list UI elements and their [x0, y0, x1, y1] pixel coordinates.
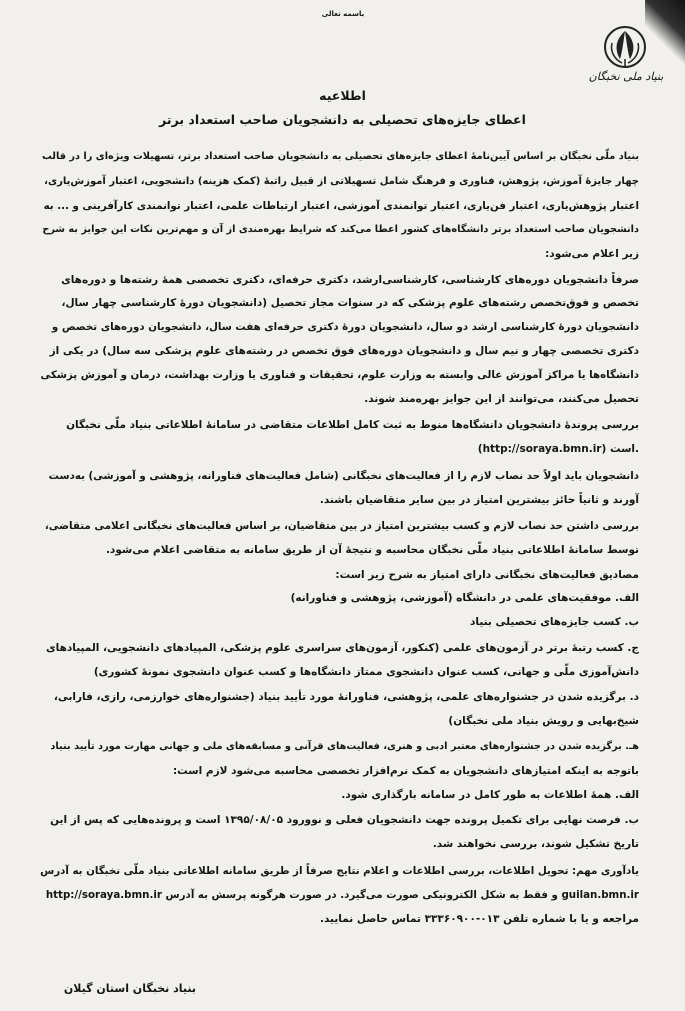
notice-subtitle: اعطای جایزه‌های تحصیلی به دانشجویان صاحب استعداد برتر: [159, 112, 526, 127]
logo-text: بنیاد ملی نخبگان: [588, 70, 664, 83]
body-line: دانشجویان دورهٔ کارشناسی ارشد دو سال، دانشجویان دورهٔ دکتری حرفه‌ای هفت سال، دانشجویان دوره‌های تخصص و: [51, 321, 639, 333]
top-label: باسمه تعالی: [321, 10, 365, 18]
body-line: زیر اعلام می‌شود:: [545, 248, 639, 260]
body-line: بررسی پروندهٔ دانشجویان دانشگاه‌ها منوط به ثبت کامل اطلاعات متقاضی در سامانهٔ اطلاعاتی بنیاد ملّی نخبگان: [66, 419, 639, 431]
body-line: دانشجویان باید اولاً حد نصاب لازم را از فعالیت‌های نخبگانی (شامل فعالیت‌های فناورانه، پژوهشی و آموزشی) به‌دست: [48, 470, 639, 482]
body-line: مصادیق فعالیت‌های نخبگانی دارای امتیاز به شرح زیر است:: [335, 569, 639, 581]
body-line: ب. فرصت نهایی برای تکمیل پرونده جهت دانشجویان فعلی و نوورود ۱۳۹۵/۰۸/۰۵ است و پرونده‌هایی که پس از این: [50, 814, 639, 826]
notice-title: اطلاعیه: [319, 88, 366, 103]
body-line: الف. موفقیت‌های علمی در دانشگاه (آموزشی، پژوهشی و فناورانه): [290, 592, 639, 604]
body-line: ب. کسب جایزه‌های تحصیلی بنیاد: [470, 616, 639, 628]
body-line: تخصص و فوق‌تخصص رشته‌های علوم پزشکی که در سنوات مجاز تحصیل (دانشجویان دورهٔ کارشناسی چهار سال،: [61, 297, 639, 309]
body-line: باتوجه به اینکه امتیازهای دانشجویان به کمک نرم‌افزار تخصصی محاسبه می‌شود لازم است:: [172, 765, 639, 777]
body-line: دانشگاه‌ها یا مراکز آموزش عالی وابسته به وزارت علوم، تحقیقات و فناوری یا وزارت بهداشت، درمان و آموزش پزشکی: [40, 369, 639, 381]
body-line: بررسی داشتن حد نصاب لازم و کسب بیشترین امتیاز در بین متقاضیان، بر اساس فعالیت‌های نخبگانی اعلامی متقاضی،: [44, 520, 639, 532]
body-line: مراجعه و یا با شماره تلفن ۰۱۳-۳۳۳۶۰۹۰۰ تماس حاصل نمایید.: [319, 913, 639, 925]
signature: بنیاد نخبگان استان گیلان: [63, 982, 196, 995]
body-line: (http://soraya.bmn.ir) است.: [477, 443, 639, 455]
body-line: دانشجویان صاحب استعداد برتر دانشگاه‌های کشور اعطا می‌کند که شرایط بهره‌مندی از آن و مهم‌ترین نکات این جوایز به شرح: [42, 224, 639, 235]
body-line: دانش‌آموزی ملّی و جهانی، کسب عنوان دانشجوی ممتاز دانشگاه‌ها و کسب عنوان دانشجوی نمونهٔ کشوری): [93, 666, 639, 678]
body-line: صرفاً دانشجویان دوره‌های کارشناسی، کارشناسی‌ارشد، دکتری حرفه‌ای، دکتری تخصصی همهٔ رشته‌ها و دوره‌های: [61, 274, 639, 286]
body-line: هـ. برگزیده شدن در جشنواره‌های معتبر ادبی و هنری، فعالیت‌های قرآنی و مسابقه‌های ملی و جهانی مهارت مورد تأیید بنیاد: [50, 741, 639, 752]
body-line: د. برگزیده شدن در جشنواره‌های علمی، پژوهشی، فناورانهٔ مورد تأیید بنیاد (جشنواره‌های خوارزمی، رازی، فارابی،: [53, 691, 639, 703]
body-line: http://soraya.bmn.ir و فقط به شکل الکترونیکی صورت می‌گیرد. در صورت هرگونه پرسش به آدرس guilan.bmn.ir: [45, 889, 639, 901]
body-line: دکتری تخصصی چهار و نیم سال و دانشجویان دوره‌های فوق تخصص در رشته‌های علوم پزشکی سه سال) در یکی از: [49, 345, 639, 357]
body-line: شیخ‌بهایی و رویش بنیاد ملی نخبگان): [448, 715, 639, 727]
body-line: اعتبار پژوهش‌یاری، اعتبار فن‌یاری، اعتبار توانمندی آموزشی، اعتبار ارتباطات علمی، اعتبار توانمندی کارآفرینی و ... به: [43, 200, 639, 212]
body-line: یادآوری مهم: تحویل اطلاعات، بررسی اطلاعات و اعلام نتایج صرفاً از طریق سامانه اطلاعاتی بنیاد ملّی نخبگان به آدرس: [40, 865, 639, 877]
body-line: چهار جایزهٔ آموزش، پژوهش، فناوری و فرهنگ شامل تسهیلاتی از قبیل راتبهٔ (کمک هزینه) دانشجویی، اعتبار آموزش‌یاری،: [44, 176, 639, 187]
body-line: تحصیل می‌کنند، می‌توانند از این جوایز بهره‌مند شوند.: [364, 393, 639, 405]
body-line: تاریخ تشکیل شوند، بررسی نخواهند شد.: [432, 838, 639, 850]
body-line: آورند و ثانیاً حائز بیشترین امتیاز در بین سایر متقاضیان باشند.: [319, 494, 639, 506]
body-line: توسط سامانهٔ اطلاعاتی بنیاد ملّی نخبگان محاسبه و نتیجهٔ آن از طریق سامانه به متقاضی اعلام می‌شود.: [105, 544, 639, 556]
body-line: الف. همهٔ اطلاعات به طور کامل در سامانه بارگذاری شود.: [341, 789, 639, 801]
body-line: ج. کسب رتبهٔ برتر در آزمون‌های علمی (کنکور، آزمون‌های سراسری علوم پزشکی، المپیادهای دانشجویی، المپیادهای: [46, 642, 639, 654]
body-line: بنیاد ملّی نخبگان بر اساس آیین‌نامهٔ اعطای جایزه‌های تحصیلی به دانشجویان صاحب استعداد برتر، تسهیلات ویژه‌ای را در قالب: [41, 151, 639, 162]
